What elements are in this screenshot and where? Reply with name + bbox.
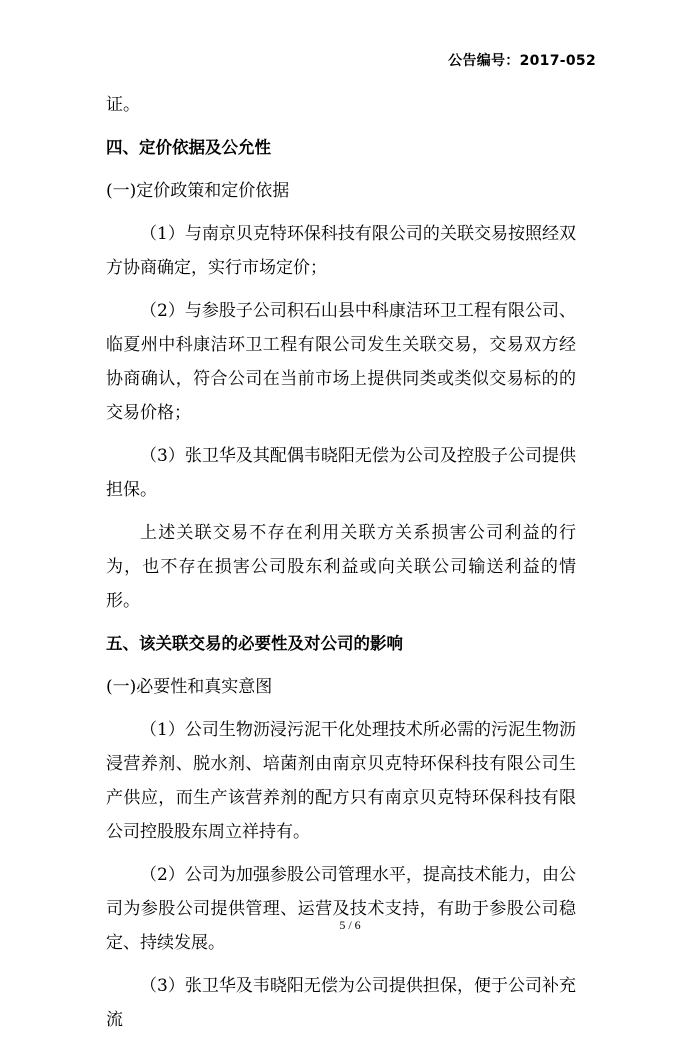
announcement-number: 公告编号：2017-052 — [448, 53, 596, 69]
section-heading-5: 五、该关联交易的必要性及对公司的影响 — [106, 634, 403, 653]
subsection-heading-4-1: (一)定价政策和定价依据 — [106, 181, 290, 201]
paragraph-4-3: （3）张卫华及其配偶韦晓阳无偿为公司及控股子公司提供担保。 — [106, 446, 576, 500]
paragraph-4-1: （1）与南京贝克特环保科技有限公司的关联交易按照经双方协商确定，实行市场定价； — [106, 224, 576, 278]
document-body — [106, 88, 576, 1037]
subsection-heading-5-1: (一)必要性和真实意图 — [106, 677, 273, 697]
paragraph-5-2: （2）公司为加强参股公司管理水平，提高技术能力，由公司为参股公司提供管理、运营及技术支持，有助于参股公司稳定、持续发展。 — [106, 865, 576, 953]
paragraph-4-conclusion: 上述关联交易不存在利用关联方关系损害公司利益的行为，也不存在损害公司股东利益或向关联公司输送利益的情形。 — [106, 523, 576, 611]
section-heading-4: 四、定价依据及公允性 — [106, 138, 271, 157]
continued-text: 证。 — [106, 95, 140, 115]
paragraph-4-2: （2）与参股子公司积石山县中科康洁环卫工程有限公司、临夏州中科康洁环卫工程有限公司发生关联交易，交易双方经协商确认，符合公司在当前市场上提供同类或类似交易标的的交易价格； — [106, 301, 576, 423]
paragraph-5-1: （1）公司生物沥浸污泥干化处理技术所必需的污泥生物沥浸营养剂、脱水剂、培菌剂由南京贝克特环保科技有限公司生产供应，而生产该营养剂的配方只有南京贝克特环保科技有限公司控股股东周立祥持有。 — [106, 720, 576, 842]
paragraph-5-3: （3）张卫华及韦晓阳无偿为公司提供担保，便于公司补充流 — [106, 976, 576, 1030]
page-number: 5 / 6 — [339, 918, 361, 932]
